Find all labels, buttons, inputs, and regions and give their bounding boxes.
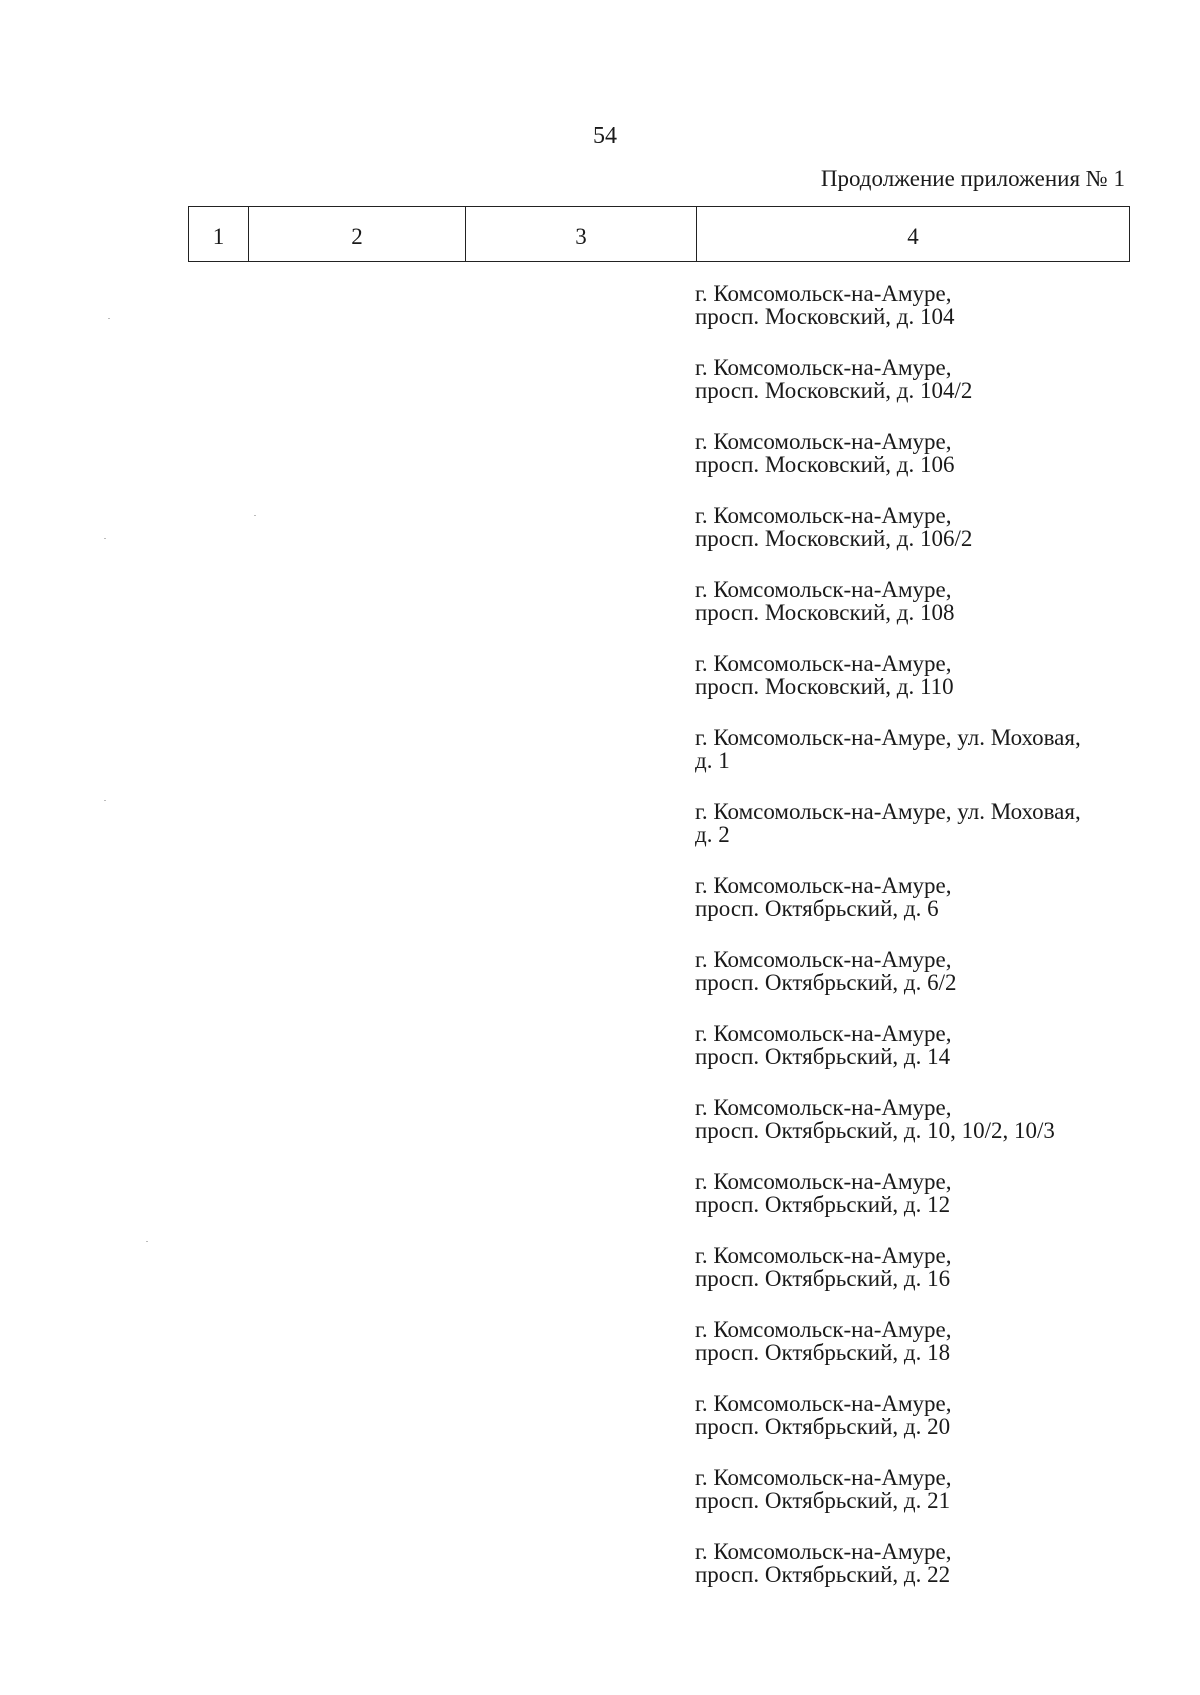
address-item [695,1244,1135,1318]
address-line-1: г. Комсомольск-на-Амуре, ул. Моховая, [695,725,1081,750]
address-line-2: просп. Октябрьский, д. 12 [695,1192,951,1217]
address-item [695,1096,1135,1170]
address-line-2: просп. Московский, д. 106/2 [695,526,973,551]
address-item [695,1170,1135,1244]
address-item [695,800,1135,874]
address-item [695,430,1135,504]
address-item [695,1392,1135,1466]
address-line-2: просп. Октябрьский, д. 21 [695,1488,951,1513]
address-line-1: г. Комсомольск-на-Амуре, [695,1391,952,1416]
address-line-1: г. Комсомольск-на-Амуре, [695,873,952,898]
address-line-2: просп. Октябрьский, д. 20 [695,1414,951,1439]
column-header-3: 3 [466,207,697,262]
address-line-1: г. Комсомольск-на-Амуре, [695,577,952,602]
address-item [695,1318,1135,1392]
address-item [695,1466,1135,1540]
scan-speck [146,1241,148,1242]
table-header [188,206,1130,262]
address-item [695,652,1135,726]
address-line-1: г. Комсомольск-на-Амуре, [695,651,952,676]
address-item [695,504,1135,578]
address-line-2: просп. Октябрьский, д. 22 [695,1562,951,1587]
address-line-1: г. Комсомольск-на-Амуре, [695,281,952,306]
address-line-2: просп. Октябрьский, д. 18 [695,1340,951,1365]
address-item [695,874,1135,948]
address-line-2: просп. Октябрьский, д. 16 [695,1266,951,1291]
scan-speck [104,800,106,801]
address-line-2: просп. Октябрьский, д. 14 [695,1044,951,1069]
address-item [695,726,1135,800]
address-item [695,1540,1135,1614]
address-line-1: г. Комсомольск-на-Амуре, [695,355,952,380]
page-number: 54 [593,123,617,149]
address-list [695,282,1135,1614]
address-line-2: просп. Московский, д. 104 [695,304,955,329]
address-line-2: д. 1 [695,748,730,773]
address-line-1: г. Комсомольск-на-Амуре, [695,1465,952,1490]
appendix-continuation-label: Продолжение приложения № 1 [820,166,1125,191]
address-line-2: просп. Московский, д. 106 [695,452,955,477]
address-line-1: г. Комсомольск-на-Амуре, [695,1169,952,1194]
address-line-1: г. Комсомольск-на-Амуре, [695,429,952,454]
address-item [695,356,1135,430]
table-header-row [189,207,1130,262]
address-line-2: просп. Московский, д. 108 [695,600,955,625]
column-header-4: 4 [697,207,1130,262]
scan-speck [108,318,110,319]
address-line-2: просп. Октябрьский, д. 6 [695,896,939,921]
address-line-1: г. Комсомольск-на-Амуре, [695,503,952,528]
address-item [695,948,1135,1022]
address-line-1: г. Комсомольск-на-Амуре, [695,1539,952,1564]
column-header-2: 2 [249,207,466,262]
address-line-2: просп. Московский, д. 110 [695,674,954,699]
address-line-1: г. Комсомольск-на-Амуре, [695,947,952,972]
address-item [695,1022,1135,1096]
scan-speck [254,515,256,516]
address-line-1: г. Комсомольск-на-Амуре, [695,1243,952,1268]
column-header-1: 1 [189,207,249,262]
address-item [695,282,1135,356]
address-item [695,578,1135,652]
address-line-1: г. Комсомольск-на-Амуре, [695,1095,952,1120]
address-line-2: просп. Октябрьский, д. 6/2 [695,970,957,995]
address-line-1: г. Комсомольск-на-Амуре, [695,1021,952,1046]
address-line-1: г. Комсомольск-на-Амуре, ул. Моховая, [695,799,1081,824]
scan-speck [104,538,106,539]
address-line-1: г. Комсомольск-на-Амуре, [695,1317,952,1342]
address-line-2: просп. Октябрьский, д. 10, 10/2, 10/3 [695,1118,1055,1143]
address-line-2: д. 2 [695,822,730,847]
address-line-2: просп. Московский, д. 104/2 [695,378,973,403]
